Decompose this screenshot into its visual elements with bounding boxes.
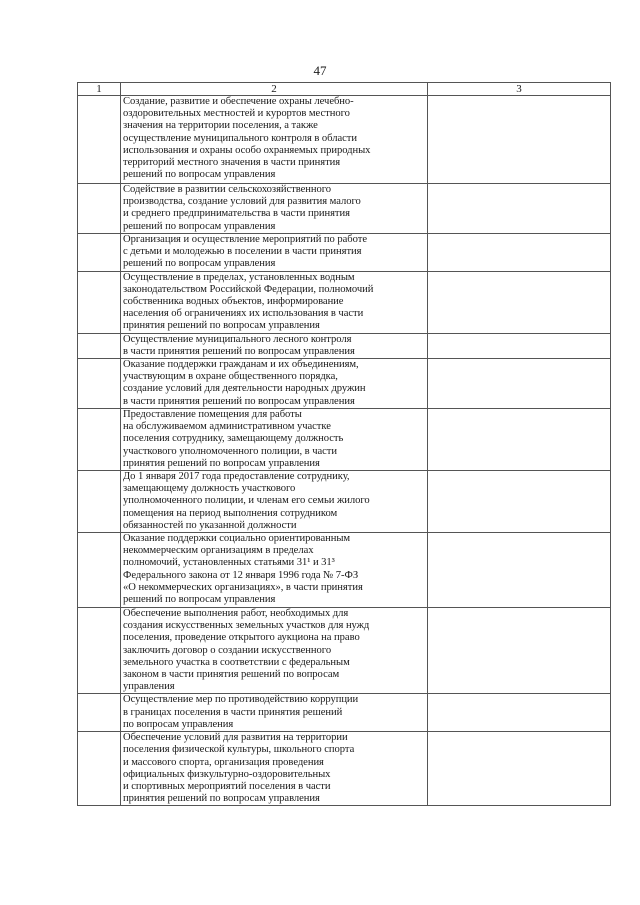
- note-cell: [428, 608, 611, 694]
- function-description-cell: Оказание поддержки гражданам и их объединениям, участвующим в охране общественного порядка, создание условий для деятельности народных дружин в части принятия решений по вопросам управления: [121, 359, 428, 409]
- row-number-cell: [78, 96, 121, 184]
- row-number-cell: [78, 333, 121, 358]
- function-description-cell: Содействие в развитии сельскохозяйственного производства, создание условий для развития малого и среднего предпринимательства в части принятия решений по вопросам управления: [121, 184, 428, 234]
- row-number-cell: [78, 409, 121, 471]
- table-row: [78, 732, 611, 806]
- column-header-2: 2: [121, 83, 428, 96]
- table-header-row: [78, 83, 611, 96]
- page-number: 47: [313, 63, 327, 78]
- table-row: [78, 96, 611, 184]
- note-cell: [428, 359, 611, 409]
- function-description-cell: Обеспечение выполнения работ, необходимых для создания искусственных земельных участков для нужд поселения, проведение открытого аукциона на право заключить договор о создании искусственного земельного участка в соответствии с федеральным законом в части принятия решений по вопросам управления: [121, 608, 428, 694]
- function-description-cell: Осуществление в пределах, установленных водным законодательством Российской Федерации, полномочий собственника водных объектов, информирование населения об ограничениях их использования в части принятия решений по вопросам управления: [121, 271, 428, 333]
- table-row: [78, 608, 611, 694]
- row-number-cell: [78, 271, 121, 333]
- table-row: [78, 184, 611, 234]
- function-description-cell: До 1 января 2017 года предоставление сотруднику, замещающему должность участкового уполномоченного полиции, и членам его семьи жилого помещения на период выполнения сотрудником обязанностей по указанной должности: [121, 471, 428, 533]
- table-row: [78, 271, 611, 333]
- note-cell: [428, 694, 611, 732]
- function-description-cell: Осуществление муниципального лесного контроля в части принятия решений по вопросам управления: [121, 333, 428, 358]
- note-cell: [428, 471, 611, 533]
- table-row: [78, 359, 611, 409]
- note-cell: [428, 333, 611, 358]
- function-description-cell: Обеспечение условий для развития на территории поселения физической культуры, школьного спорта и массового спорта, организация проведения официальных физкультурно-оздоровительных и спортивных мероприятий поселения в части принятия решений по вопросам управления: [121, 732, 428, 806]
- table-row: [78, 533, 611, 608]
- table-row: [78, 694, 611, 732]
- note-cell: [428, 234, 611, 272]
- table-row: [78, 409, 611, 471]
- function-description-cell: Предоставление помещения для работы на обслуживаемом административном участке поселения сотруднику, замещающему должность участкового уполномоченного полиции, в части принятия решений по вопросам управления: [121, 409, 428, 471]
- row-number-cell: [78, 732, 121, 806]
- note-cell: [428, 732, 611, 806]
- row-number-cell: [78, 234, 121, 272]
- row-number-cell: [78, 471, 121, 533]
- function-description-cell: Организация и осуществление мероприятий по работе с детьми и молодежью в поселении в части принятия решений по вопросам управления: [121, 234, 428, 272]
- table-body: [78, 83, 611, 806]
- note-cell: [428, 271, 611, 333]
- note-cell: [428, 184, 611, 234]
- note-cell: [428, 96, 611, 184]
- row-number-cell: [78, 184, 121, 234]
- note-cell: [428, 533, 611, 608]
- row-number-cell: [78, 533, 121, 608]
- column-header-1: 1: [78, 83, 121, 96]
- column-header-3: 3: [428, 83, 611, 96]
- function-description-cell: Создание, развитие и обеспечение охраны лечебно- оздоровительных местностей и курортов местного значения на территории поселения, а также осуществление муниципального контроля в области использования и охраны особо охраняемых природных территорий местного значения в части принятия решений по вопросам управления: [121, 96, 428, 184]
- note-cell: [428, 409, 611, 471]
- row-number-cell: [78, 694, 121, 732]
- row-number-cell: [78, 608, 121, 694]
- functions-table: [77, 82, 611, 806]
- function-description-cell: Оказание поддержки социально ориентированным некоммерческим организациям в пределах полномочий, установленных статьями 31¹ и 31³ Федерального закона от 12 января 1996 года № 7-ФЗ «О некоммерческих организациях», в части принятия решений по вопросам управления: [121, 533, 428, 608]
- table-row: [78, 471, 611, 533]
- function-description-cell: Осуществление мер по противодействию коррупции в границах поселения в части принятия решений по вопросам управления: [121, 694, 428, 732]
- table-row: [78, 333, 611, 358]
- row-number-cell: [78, 359, 121, 409]
- table-row: [78, 234, 611, 272]
